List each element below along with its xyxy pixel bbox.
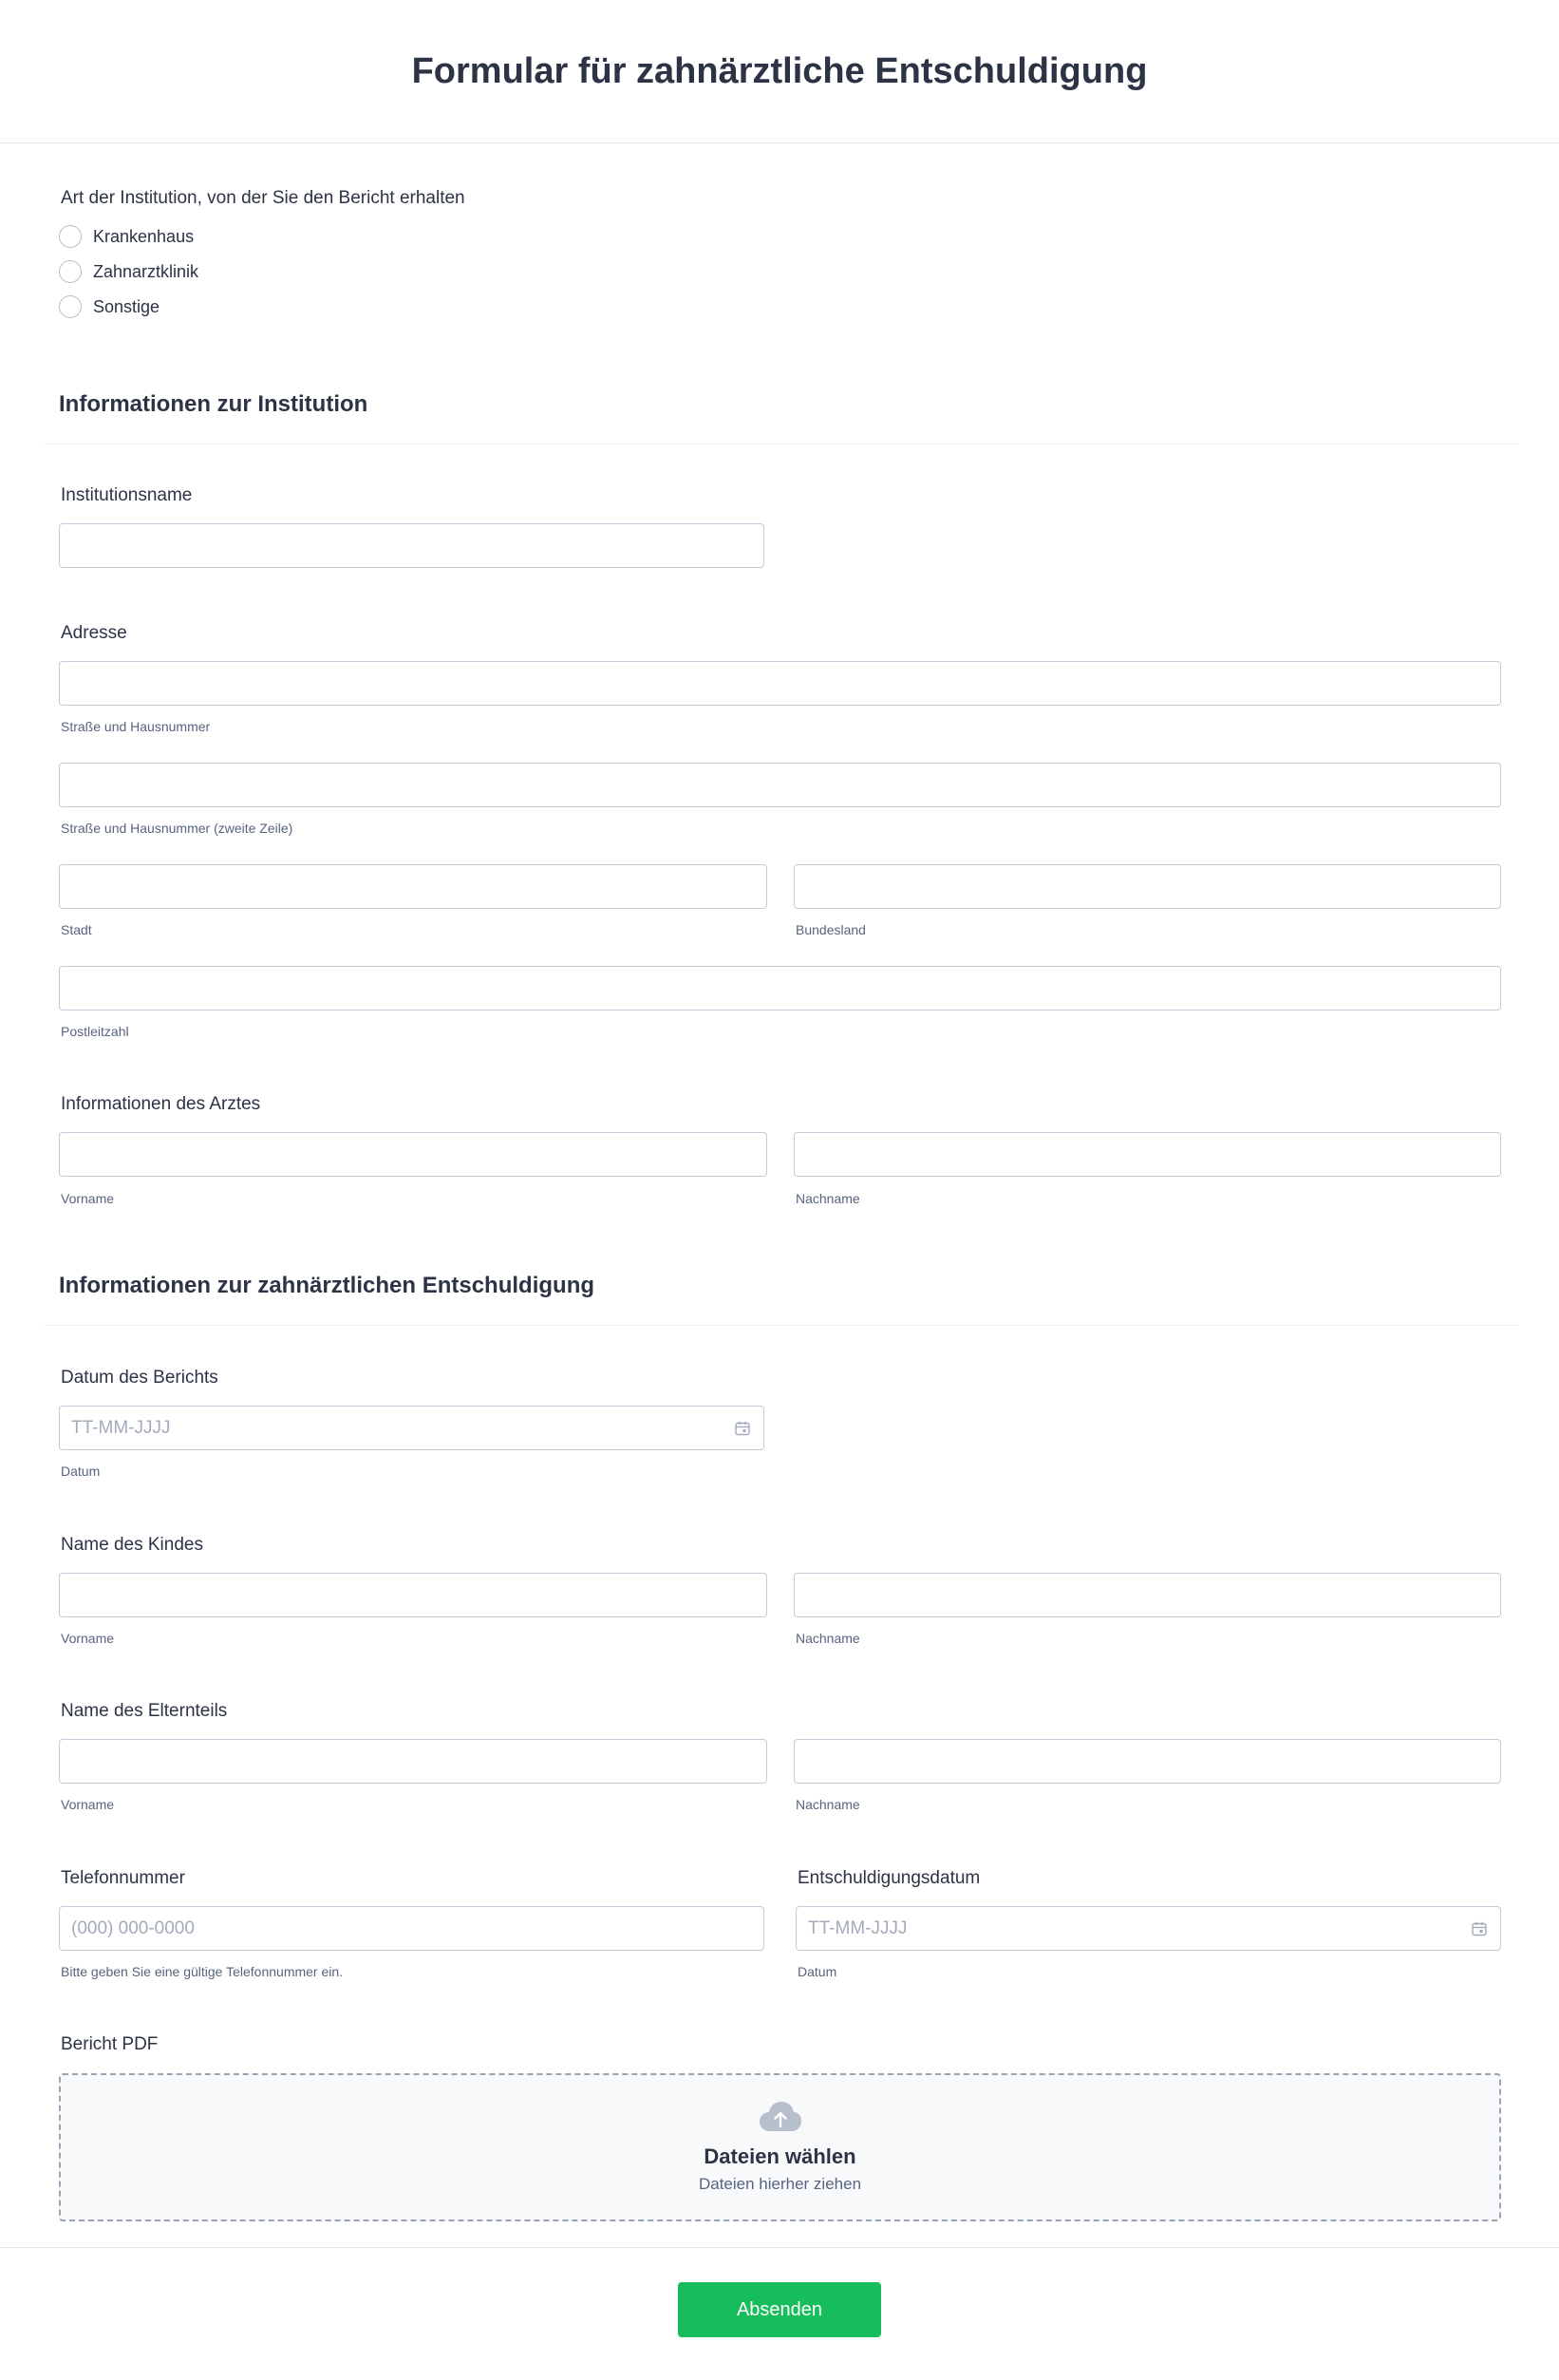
state-input[interactable] <box>794 864 1501 909</box>
street1-input[interactable] <box>59 661 1501 706</box>
zip-input[interactable] <box>59 966 1501 1011</box>
section-divider <box>44 1325 1517 1326</box>
form-body <box>0 143 1559 2252</box>
doctor-last-input[interactable] <box>794 1132 1501 1177</box>
radio-option-zahnarztklinik[interactable] <box>59 260 198 283</box>
file-upload-dropzone[interactable] <box>59 2073 1501 2221</box>
city-input[interactable] <box>59 864 767 909</box>
parent-last-input[interactable] <box>794 1739 1501 1784</box>
form-footer <box>0 2247 1559 2380</box>
institution-name-input[interactable] <box>59 523 764 568</box>
radio-circle[interactable] <box>59 295 82 318</box>
radio-option-sonstige[interactable] <box>59 295 160 318</box>
child-name-label: Name des Kindes <box>61 1535 203 1555</box>
street1-sublabel: Straße und Hausnummer <box>61 719 211 734</box>
doctor-first-input[interactable] <box>59 1132 767 1177</box>
section-title-excuse: Informationen zur zahnärztlichen Entschuldigung <box>59 1273 595 1298</box>
child-first-sublabel: Vorname <box>61 1631 115 1646</box>
excuse-date-input[interactable] <box>796 1906 1501 1951</box>
form-header <box>0 0 1559 143</box>
parent-first-input[interactable] <box>59 1739 767 1784</box>
street2-sublabel: Straße und Hausnummer (zweite Zeile) <box>61 821 293 836</box>
report-date-label: Datum des Berichts <box>61 1368 218 1388</box>
radio-option-label: Krankenhaus <box>93 226 195 246</box>
doctor-first-sublabel: Vorname <box>61 1191 115 1206</box>
parent-first-sublabel: Vorname <box>61 1797 115 1812</box>
radio-circle[interactable] <box>59 225 82 248</box>
upload-drag-hint: Dateien hierher ziehen <box>698 2175 862 2193</box>
calendar-icon[interactable] <box>734 1420 751 1437</box>
parent-name-label: Name des Elternteils <box>61 1701 228 1721</box>
institution-name-label: Institutionsname <box>61 485 193 505</box>
phone-label: Telefonnummer <box>61 1868 185 1888</box>
street2-input[interactable] <box>59 763 1501 807</box>
child-first-input[interactable] <box>59 1573 767 1617</box>
phone-sublabel: Bitte geben Sie eine gültige Telefonnummer ein. <box>61 1964 344 1979</box>
child-last-sublabel: Nachname <box>796 1631 860 1646</box>
submit-button[interactable]: Absenden <box>678 2282 881 2337</box>
excuse-date-field[interactable] <box>796 1906 1501 1951</box>
section-title-institution: Informationen zur Institution <box>59 391 368 417</box>
city-sublabel: Stadt <box>61 922 92 937</box>
radio-option-label: Sonstige <box>93 296 160 316</box>
phone-input[interactable] <box>59 1906 764 1951</box>
state-sublabel: Bundesland <box>796 922 866 937</box>
cloud-upload-icon <box>758 2101 803 2133</box>
parent-last-sublabel: Nachname <box>796 1797 860 1812</box>
report-date-input[interactable] <box>59 1406 764 1450</box>
address-label: Adresse <box>61 623 127 643</box>
doctor-last-sublabel: Nachname <box>796 1191 860 1206</box>
report-date-field[interactable] <box>59 1406 764 1450</box>
report-date-sublabel: Datum <box>61 1464 101 1479</box>
institution-type-label: Art der Institution, von der Sie den Bericht erhalten <box>61 188 465 208</box>
radio-option-krankenhaus[interactable] <box>59 225 194 248</box>
zip-sublabel: Postleitzahl <box>61 1024 129 1039</box>
child-last-input[interactable] <box>794 1573 1501 1617</box>
upload-choose-files[interactable]: Dateien wählen <box>704 2144 856 2168</box>
radio-circle[interactable] <box>59 260 82 283</box>
doctor-label: Informationen des Arztes <box>61 1094 261 1114</box>
excuse-date-label: Entschuldigungsdatum <box>798 1868 981 1888</box>
form-title: Formular für zahnärztliche Entschuldigung <box>411 50 1148 91</box>
calendar-icon[interactable] <box>1471 1920 1488 1937</box>
radio-option-label: Zahnarztklinik <box>93 261 199 281</box>
report-pdf-label: Bericht PDF <box>61 2034 159 2054</box>
excuse-date-sublabel: Datum <box>798 1964 837 1979</box>
